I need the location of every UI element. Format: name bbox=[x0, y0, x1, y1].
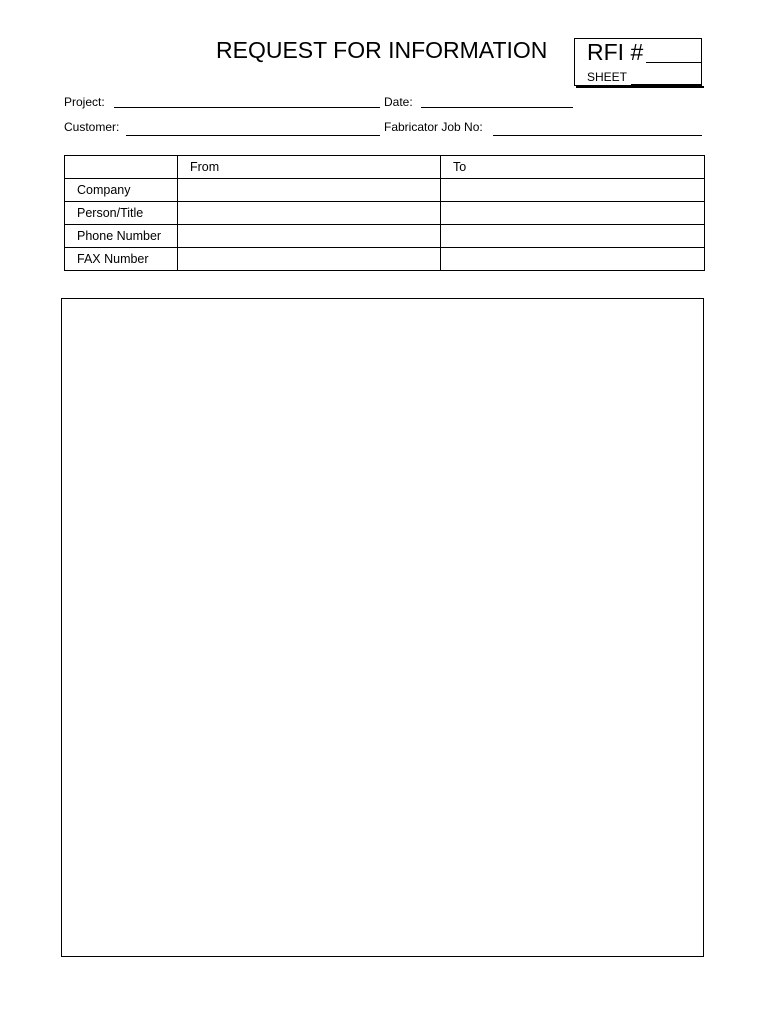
sheet-label: SHEET bbox=[587, 70, 628, 84]
table-row-person-title bbox=[65, 202, 705, 225]
customer-label: Customer: bbox=[64, 120, 120, 134]
table-row-company bbox=[65, 179, 705, 202]
fax-from-cell[interactable] bbox=[178, 248, 441, 271]
fax-to-cell[interactable] bbox=[441, 248, 705, 271]
person-title-from-cell[interactable] bbox=[178, 202, 441, 225]
project-label: Project: bbox=[64, 95, 105, 109]
person-title-to-cell[interactable] bbox=[441, 202, 705, 225]
phone-to-cell[interactable] bbox=[441, 225, 705, 248]
page-title: REQUEST FOR INFORMATION bbox=[216, 37, 548, 63]
date-label: Date: bbox=[384, 95, 413, 109]
fabricator-job-field[interactable] bbox=[493, 135, 702, 136]
row-label: Company bbox=[65, 179, 178, 202]
row-label: FAX Number bbox=[65, 248, 178, 271]
table-header-row bbox=[65, 156, 705, 179]
row-label: Person/Title bbox=[65, 202, 178, 225]
information-request-box[interactable] bbox=[61, 298, 704, 957]
fabricator-job-label: Fabricator Job No: bbox=[384, 120, 483, 134]
company-from-cell[interactable] bbox=[178, 179, 441, 202]
rfi-label: RFI # bbox=[587, 39, 644, 65]
table-row-phone-number bbox=[65, 225, 705, 248]
rfi-number-field[interactable] bbox=[646, 62, 701, 63]
column-header-to: To bbox=[441, 156, 705, 179]
table-row-fax-number bbox=[65, 248, 705, 271]
contacts-table bbox=[64, 155, 705, 271]
date-field[interactable] bbox=[421, 107, 573, 108]
rfi-box-underline bbox=[576, 86, 704, 88]
phone-from-cell[interactable] bbox=[178, 225, 441, 248]
project-field[interactable] bbox=[114, 107, 380, 108]
column-header-from: From bbox=[178, 156, 441, 179]
sheet-number-field[interactable] bbox=[631, 84, 701, 85]
customer-field[interactable] bbox=[126, 135, 380, 136]
company-to-cell[interactable] bbox=[441, 179, 705, 202]
column-header bbox=[65, 156, 178, 179]
rfi-number-box bbox=[574, 38, 702, 86]
row-label: Phone Number bbox=[65, 225, 178, 248]
